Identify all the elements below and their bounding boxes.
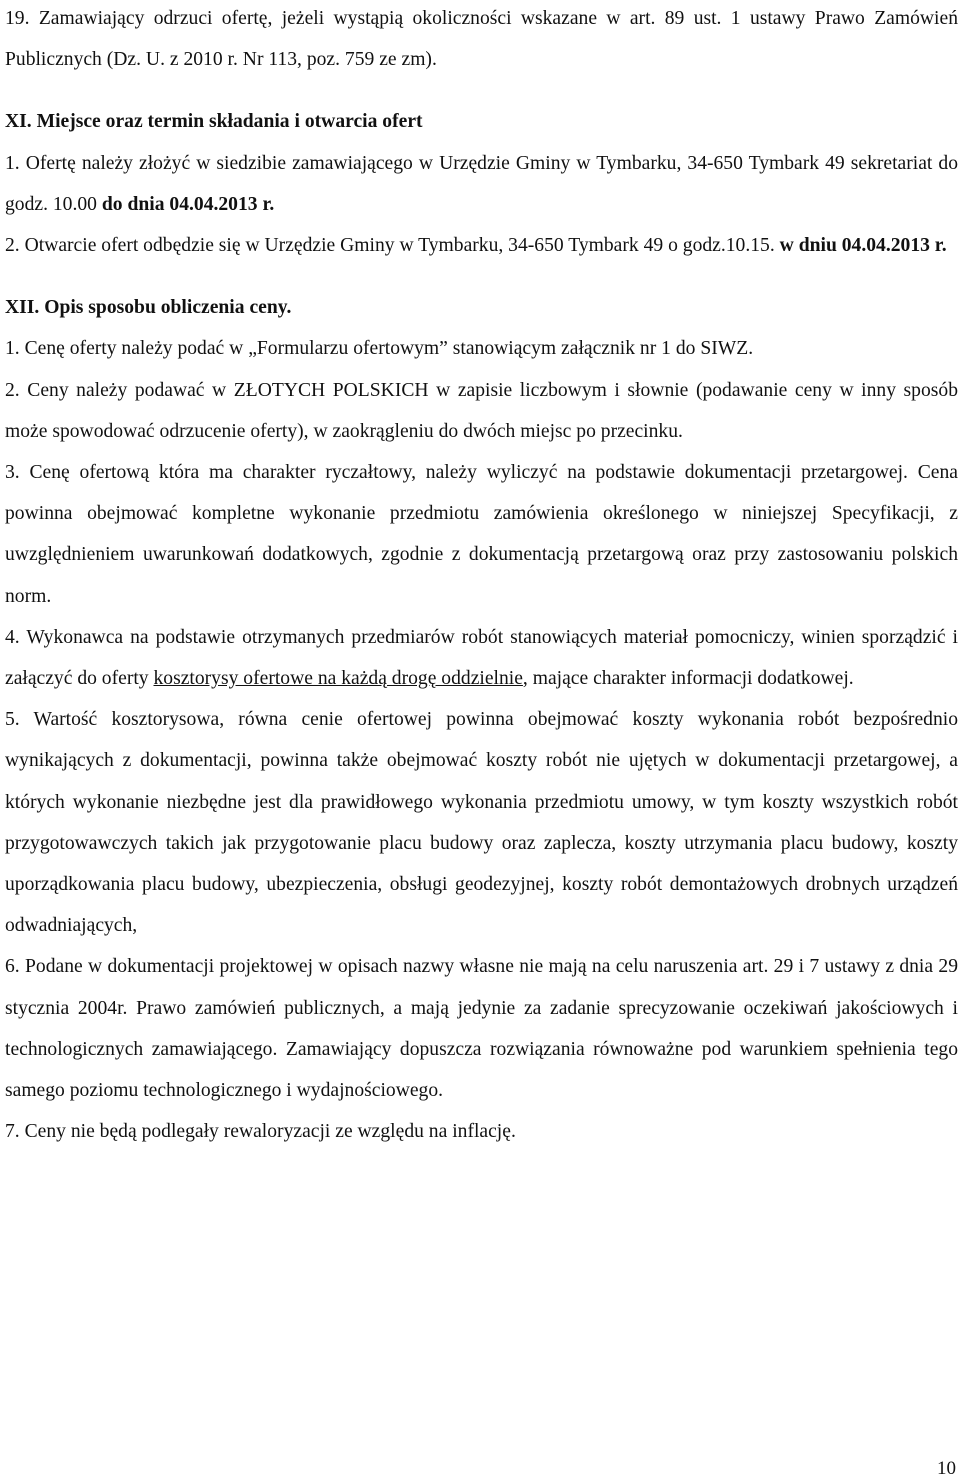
section-xii-item-7 [5,1111,958,1152]
section-xii-item-5-text: 5. Wartość kosztorysowa, równa cenie ofertowej powinna obejmować koszty wykonania robót bezpośrednio wynikających z dokumentacji, powinna także obejmować koszty robót nie ujętych w dokumentacji przetargowej, a których wykonanie niezbędne jest dla prawidłowego wykonania przedmiotu umowy, w tym koszty wszystkich robót przygotowawczych takich jak przygotowanie placu budowy oraz zaplecza, koszty utrzymania placu budowy, koszty uporządkowania placu budowy, ubezpieczenia, obsługi geodezyjnej, koszty robót demontażowych drobnych urządzeń odwadniających, [5,709,958,937]
section-xii-heading [5,287,958,328]
section-xi-title: XI. Miejsce oraz termin składania i otwarcia ofert [5,111,423,133]
paragraph-19-text: 19. Zamawiający odrzuci ofertę, jeżeli wystąpią okoliczności wskazane w art. 89 ust. 1 ustawy Prawo Zamówień Publicznych (Dz. U. z 2010 r. Nr 113, poz. 759 ze zm). [5,8,958,71]
section-xii-item-2-text: 2. Ceny należy podawać w ZŁOTYCH POLSKICH w zapisie liczbowym i słownie (podawanie ceny w inny sposób może spowodować odrzucenie oferty), w zaokrągleniu do dwóch miejsc po przecinku. [5,379,958,442]
section-xii-item-4 [5,617,958,699]
section-xi-item-2-date: w dniu 04.04.2013 r. [779,235,947,257]
section-xii-item-3 [5,452,958,617]
page-number: 10 [937,1458,956,1479]
section-xi-heading [5,101,958,142]
section-xii-item-1 [5,328,958,369]
section-xi-item-1-deadline: do dnia 04.04.2013 r. [101,193,275,215]
section-xii-item-4-after: , mające charakter informacji dodatkowej. [522,668,854,690]
section-xii-item-6 [5,946,958,1111]
section-xii-item-7-text: 7. Ceny nie będą podlegały rewaloryzacji ze względu na inflację. [5,1121,516,1143]
section-xii-item-2 [5,370,958,452]
section-xii-item-4-before: 4. Wykonawca na podstawie otrzymanych przedmiarów robót stanowiących materiał pomocniczy, winien sporządzić i załączyć do oferty [5,626,958,690]
section-xii-item-1-text: 1. Cenę oferty należy podać w „Formularzu ofertowym” stanowiącym załącznik nr 1 do SIWZ. [5,338,754,360]
paragraph-19 [5,0,958,80]
section-xii-item-4-underlined: kosztorysy ofertowe na każdą drogę oddzielnie [153,668,523,690]
section-xi-item-1-text: 1. Ofertę należy złożyć w siedzibie zamawiającego w Urzędzie Gminy w Tymbarku, 34-650 Tymbark 49 sekretariat do godz. 10.00 [5,152,958,215]
section-xi-item-2-text: 2. Otwarcie ofert odbędzie się w Urzędzie Gminy w Tymbarku, 34-650 Tymbark 49 o godz.10.15. [5,235,780,257]
section-xii-item-6-text: 6. Podane w dokumentacji projektowej w opisach nazwy własne nie mają na celu naruszenia art. 29 i 7 ustawy z dnia 29 stycznia 2004r. Prawo zamówień publicznych, a mają jedynie za zadanie sprecyzowanie oczekiwań jakościowych i technologicznych zamawiającego. Zamawiający dopuszcza rozwiązania równoważne pod warunkiem spełnienia tego samego poziomu technologicznego i wydajnościowego. [5,956,958,1102]
section-xi-item-1 [5,143,958,225]
section-xii-title: XII. Opis sposobu obliczenia ceny. [5,297,292,319]
section-xii-item-3-text: 3. Cenę ofertową która ma charakter ryczałtowy, należy wyliczyć na podstawie dokumentacji przetargowej. Cena powinna obejmować kompletne wykonanie przedmiotu zamówienia określonego w niniejszej Specyfikacji, z uwzględnieniem uwarunkowań dodatkowych, zgodnie z dokumentacją przetargową oraz przy zastosowaniu polskich norm. [5,462,958,607]
section-xi-item-2 [5,225,958,266]
section-xii-item-5 [5,699,958,946]
